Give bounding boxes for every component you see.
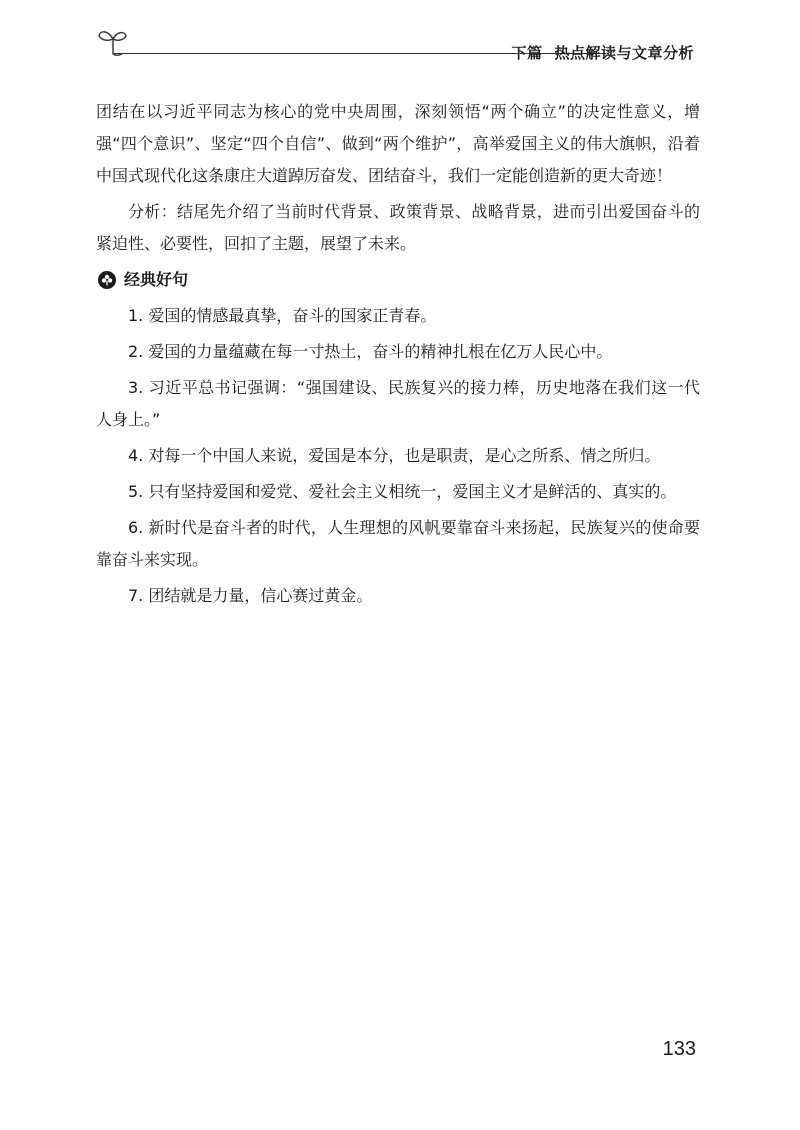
page-number: 133 — [662, 1038, 696, 1060]
list-item: 4. 对每一个中国人来说，爱国是本分，也是职责，是心之所系、情之所归。 — [128, 446, 661, 465]
list-item: 3. 习近平总书记强调：“强国建设、民族复兴的接力棒，历史地落在我们这一代人身上。” — [96, 378, 700, 429]
page-header — [96, 24, 700, 64]
quote-list — [96, 300, 700, 612]
page-content — [96, 96, 700, 616]
analysis-paragraph: 分析：结尾先介绍了当前时代背景、政策背景、战略背景，进而引出爱国奋斗的紧迫性、必要性，回扣了主题，展望了未来。 — [96, 202, 700, 253]
list-item: 5. 只有坚持爱国和爱党、爱社会主义相统一，爱国主义才是鲜活的、真实的。 — [128, 482, 677, 501]
list-item: 7. 团结就是力量，信心赛过黄金。 — [128, 586, 373, 605]
list-item: 1. 爱国的情感最真挚，奋斗的国家正青春。 — [128, 306, 437, 325]
part-label: 下篇 — [511, 44, 543, 62]
list-item: 2. 爱国的力量蕴藏在每一寸热土，奋斗的精神扎根在亿万人民心中。 — [128, 342, 613, 361]
section-heading — [98, 264, 700, 296]
section-title-text: 经典好句 — [124, 270, 189, 289]
sprout-icon — [96, 26, 130, 56]
section-title: 热点解读与文章分析 — [554, 44, 694, 62]
list-item: 6. 新时代是奋斗者的时代，人生理想的风帆要靠奋斗来扬起，民族复兴的使命要靠奋斗来实现。 — [96, 518, 700, 569]
clover-bullet-icon — [98, 271, 116, 289]
running-head — [511, 42, 694, 63]
body-paragraph: 团结在以习近平同志为核心的党中央周围，深刻领悟“两个确立”的决定性意义，增强“四个意识”、坚定“四个自信”、做到“两个维护”，高举爱国主义的伟大旗帜，沿着中国式现代化这条康庄大道踔厉奋发、团结奋斗，我们一定能创造新的更大奇迹！ — [96, 102, 700, 185]
